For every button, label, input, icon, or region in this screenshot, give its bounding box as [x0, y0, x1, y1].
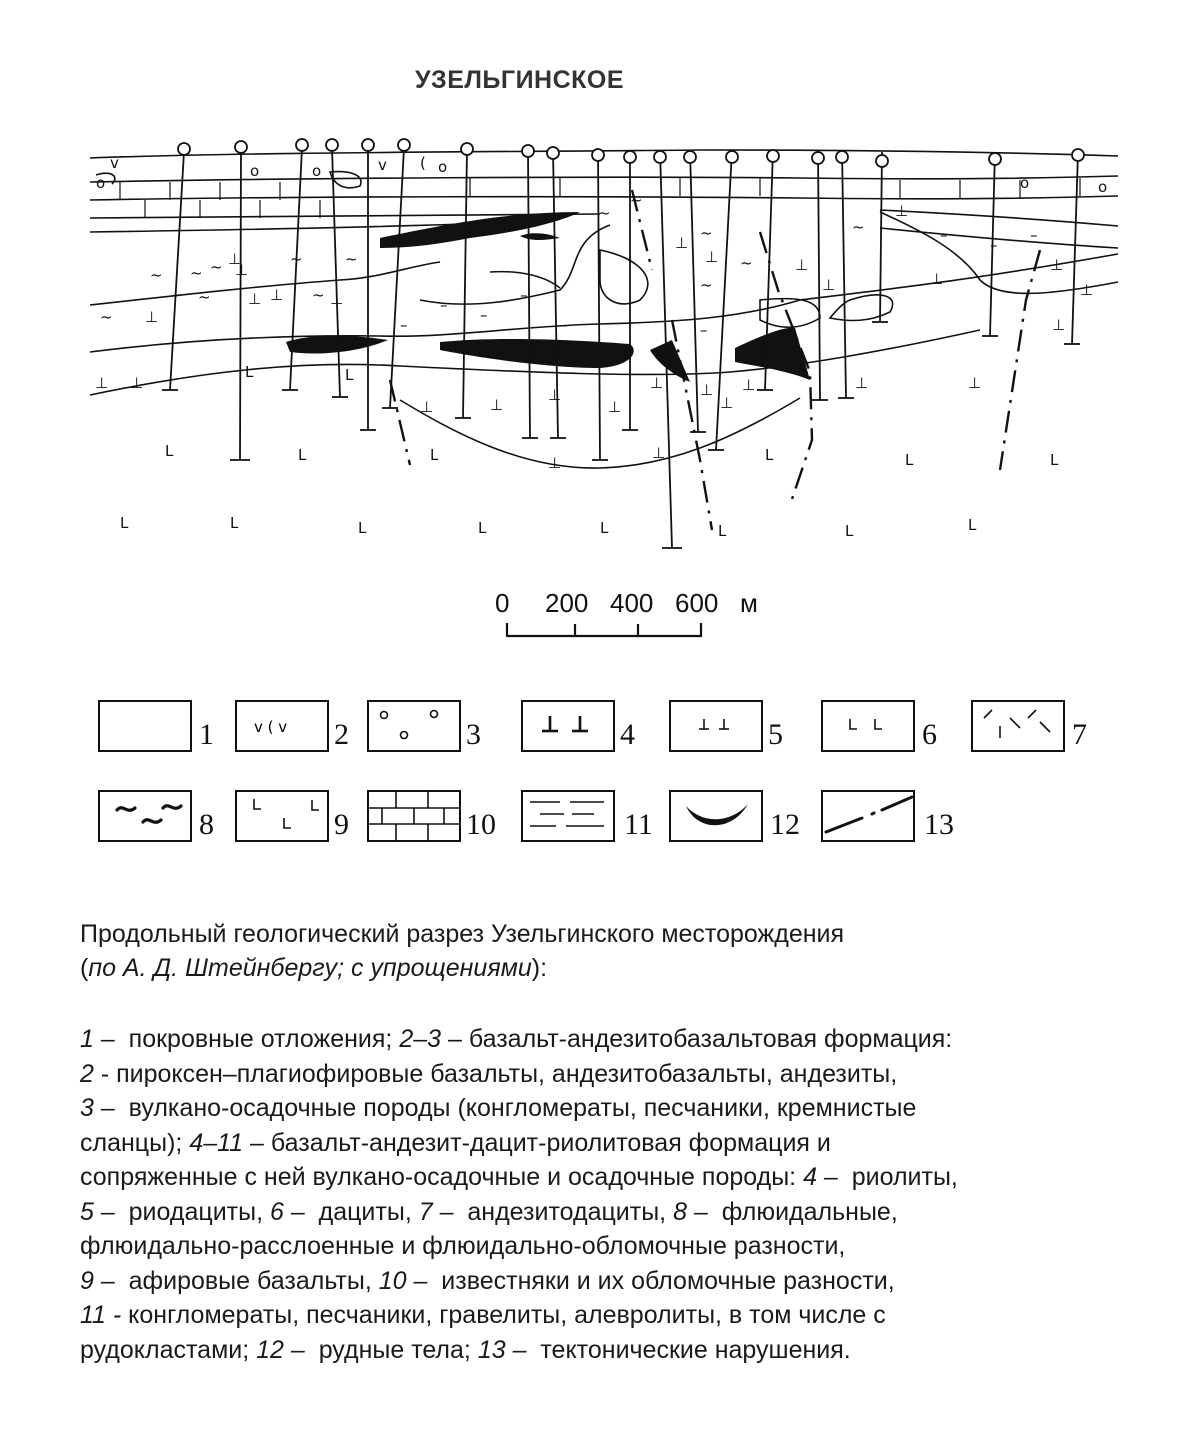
svg-text:L: L [478, 519, 487, 537]
geological-cross-section [0, 130, 1200, 570]
svg-text:⊥: ⊥ [855, 374, 869, 392]
explanation-text: вулкано-осадочные породы (конгломераты, песчаники, кремнистые [114, 1094, 917, 1122]
legend-item-7: 7 [970, 698, 1100, 758]
svg-text:v: v [378, 156, 387, 174]
explanation-text: - пироксен–плагиофировые базальты, андезитобазальты, андезиты, [93, 1059, 898, 1088]
svg-text:–: – [940, 226, 948, 244]
svg-text:⊥: ⊥ [270, 286, 284, 304]
scale-tick-200: 200 [545, 588, 589, 618]
explanation-line [80, 1264, 1180, 1299]
svg-text:⊥: ⊥ [608, 398, 622, 416]
svg-text:–: – [700, 321, 708, 339]
svg-text:–: – [560, 316, 568, 334]
explanation-line [80, 1333, 1180, 1368]
legend-item-6: 6 [820, 698, 950, 758]
svg-text:⊥: ⊥ [548, 454, 562, 472]
svg-text:–: – [440, 296, 448, 314]
legend-item-10: 10 [366, 788, 496, 848]
svg-text:L: L [600, 519, 609, 537]
svg-text:v: v [110, 154, 119, 172]
svg-text:o: o [312, 162, 322, 180]
svg-text:~: ~ [345, 250, 358, 268]
legend-ref: 2–3 [399, 1025, 442, 1053]
blank-icon [97, 698, 197, 754]
svg-text:~: ~ [290, 250, 303, 268]
svg-text:L: L [1050, 451, 1059, 469]
svg-text:⊥: ⊥ [795, 256, 809, 274]
horizontal-dashes-icon [520, 788, 620, 844]
legend-item-3: 3 [366, 698, 496, 758]
dashes-icon [970, 698, 1070, 754]
ore-bodies [286, 212, 810, 382]
legend-ref: 6 – [269, 1197, 305, 1226]
svg-text:⊥: ⊥ [650, 374, 664, 392]
legend-item-11: 11 [520, 788, 650, 848]
legend-ref: 2 [80, 1059, 94, 1088]
scale-bar [505, 620, 710, 642]
legend-item-2: v ( v 2 [234, 698, 364, 758]
explanation-text: рудокластами; [80, 1335, 257, 1364]
explanation-line [80, 1195, 1180, 1230]
svg-text:L: L [905, 451, 914, 469]
legend-ref: 4 – [803, 1163, 838, 1191]
figure-caption [80, 917, 1170, 985]
svg-text:–: – [400, 316, 408, 334]
svg-text:⊥: ⊥ [145, 308, 159, 326]
explanation-text: тектонические нарушения. [526, 1335, 851, 1364]
svg-text:⊥: ⊥ [548, 386, 562, 404]
fault-line-icon [820, 788, 920, 844]
explanation-text: флюидально-расслоенные и флюидально-обломочные разности, [80, 1232, 846, 1260]
svg-text:⊥: ⊥ [700, 381, 714, 399]
legend-ref: 7 – [418, 1197, 454, 1226]
scale-tick-0: 0 [495, 588, 510, 618]
svg-text:L: L [765, 446, 774, 464]
scale-tick-600: 600 [675, 588, 719, 618]
svg-text:~: ~ [198, 288, 211, 306]
svg-text:⊥: ⊥ [675, 234, 689, 252]
svg-text:⊥: ⊥ [930, 270, 944, 288]
svg-text:o: o [1020, 174, 1030, 192]
caption-title: Продольный геологический разрез Узельгинского месторождения [80, 920, 845, 948]
svg-text:⊥: ⊥ [235, 261, 249, 279]
inverted-t-bold-icon [520, 698, 620, 754]
svg-text:o: o [438, 158, 448, 176]
svg-text:⊥: ⊥ [1050, 256, 1064, 274]
explanation-line [80, 1022, 1180, 1057]
svg-text:L: L [718, 522, 727, 540]
legend-ref: 13 – [477, 1335, 527, 1364]
legend-ref: 12 – [256, 1335, 305, 1364]
svg-text:v ( v: v ( v [254, 718, 288, 736]
explanation-text: риодациты, [114, 1197, 270, 1226]
svg-text:⊥: ⊥ [1080, 281, 1094, 299]
svg-text:L: L [345, 366, 354, 384]
svg-text:⊥: ⊥ [1052, 316, 1066, 334]
svg-text:~: ~ [210, 258, 223, 276]
explanation-line [80, 1057, 1180, 1092]
legend-ref: 4–11 [189, 1128, 244, 1157]
svg-text:⊥: ⊥ [720, 394, 734, 412]
inverted-t-small-icon [668, 698, 768, 754]
legend-ref: 10 – [378, 1266, 428, 1295]
svg-text:⊥: ⊥ [420, 398, 434, 416]
svg-text:~: ~ [740, 254, 753, 272]
svg-text:L: L [968, 516, 977, 534]
legend-item-5: 5 [668, 698, 798, 758]
legend-ref: 9 – [80, 1266, 115, 1295]
svg-text:L: L [245, 363, 254, 381]
svg-text:~: ~ [190, 264, 203, 282]
svg-text:⊥: ⊥ [895, 202, 909, 220]
svg-text:L: L [120, 514, 129, 532]
explanation-text: флюидальные, [707, 1197, 898, 1226]
svg-text:L: L [230, 514, 239, 532]
svg-text:–: – [480, 306, 488, 324]
explanation-text: сопряженные с ней вулкано-осадочные и осадочные породы: [80, 1163, 804, 1191]
legend-ref: 11 - [80, 1301, 122, 1329]
explanation-text: афировые базальты, [114, 1266, 379, 1295]
svg-text:⊥: ⊥ [705, 248, 719, 266]
svg-text:⊥: ⊥ [822, 276, 836, 294]
legend-explanation [80, 1022, 1180, 1367]
legend-ref: 5 – [80, 1197, 115, 1226]
flow-marks-icon [97, 788, 197, 844]
svg-text:o: o [250, 162, 260, 180]
svg-text:⊥: ⊥ [968, 374, 982, 392]
explanation-text: известняки и их обломочные разности, [427, 1266, 895, 1295]
svg-text:–: – [1030, 226, 1038, 244]
svg-text:⊥: ⊥ [95, 374, 109, 392]
svg-text:–: – [520, 286, 528, 304]
explanation-text: дациты, [304, 1197, 419, 1226]
ore-body-icon [668, 788, 768, 844]
explanation-text: сланцы); [80, 1128, 190, 1157]
circles-icon [366, 698, 466, 754]
brick-icon [366, 788, 466, 844]
explanation-text: риолиты, [837, 1163, 958, 1191]
svg-text:⊥: ⊥ [742, 376, 756, 394]
explanation-text: конгломераты, песчаники, гравелиты, алевролиты, в том числе с [121, 1301, 886, 1329]
explanation-line [80, 1160, 1180, 1195]
svg-text:(: ( [420, 154, 426, 172]
svg-text:o: o [1098, 178, 1108, 196]
explanation-line [80, 1091, 1180, 1126]
explanation-line [80, 1126, 1180, 1161]
v-marks-icon [234, 698, 334, 754]
svg-text:⊥: ⊥ [248, 290, 262, 308]
svg-text:⊥: ⊥ [490, 396, 504, 414]
svg-text:⊥: ⊥ [228, 250, 242, 268]
svg-text:⊥: ⊥ [130, 374, 144, 392]
svg-text:~: ~ [630, 191, 643, 209]
explanation-line [80, 1229, 1180, 1264]
svg-text:L: L [358, 519, 367, 537]
svg-text:L: L [298, 446, 307, 464]
l-scattered-icon [234, 788, 334, 844]
svg-text:–: – [990, 236, 998, 254]
svg-text:~: ~ [100, 308, 113, 326]
svg-text:L: L [845, 522, 854, 540]
svg-text:o: o [96, 174, 106, 192]
legend-ref: 3 – [80, 1094, 115, 1122]
legend-item-4: 4 [520, 698, 650, 758]
svg-text:~: ~ [700, 276, 713, 294]
svg-text:~: ~ [150, 266, 163, 284]
caption-source: (по А. Д. Штейнбергу; с упрощениями): [80, 954, 548, 982]
svg-text:L: L [430, 446, 439, 464]
svg-text:L: L [165, 442, 174, 460]
svg-text:~: ~ [598, 204, 611, 222]
legend-ref: 8 – [673, 1197, 708, 1226]
l-marks-icon [820, 698, 920, 754]
explanation-text: – базальт-андезит-дацит-риолитовая формация и [243, 1128, 831, 1157]
legend-item-9: 9 [234, 788, 364, 848]
legend-item-1: 1 [97, 698, 227, 758]
explanation-text: – базальт-андезитобазальтовая формация: [441, 1025, 953, 1053]
explanation-text: андезитодациты, [453, 1197, 674, 1226]
svg-text:⊥: ⊥ [652, 444, 666, 462]
svg-text:~: ~ [852, 218, 865, 236]
legend-item-13: 13 [820, 788, 950, 848]
svg-text:~: ~ [312, 286, 325, 304]
legend-item-8: 8 [97, 788, 227, 848]
explanation-text: рудные тела; [304, 1335, 478, 1364]
scale-unit: м [740, 588, 758, 618]
explanation-text: покровные отложения; [114, 1025, 400, 1053]
legend-item-12: 12 [668, 788, 798, 848]
scale-tick-400: 400 [610, 588, 654, 618]
svg-text:~: ~ [700, 224, 713, 242]
legend-ref: 1 – [80, 1025, 115, 1053]
svg-text:⊥: ⊥ [330, 290, 344, 308]
explanation-line [80, 1298, 1180, 1333]
section-title: УЗЕЛЬГИНСКОЕ [415, 66, 625, 94]
